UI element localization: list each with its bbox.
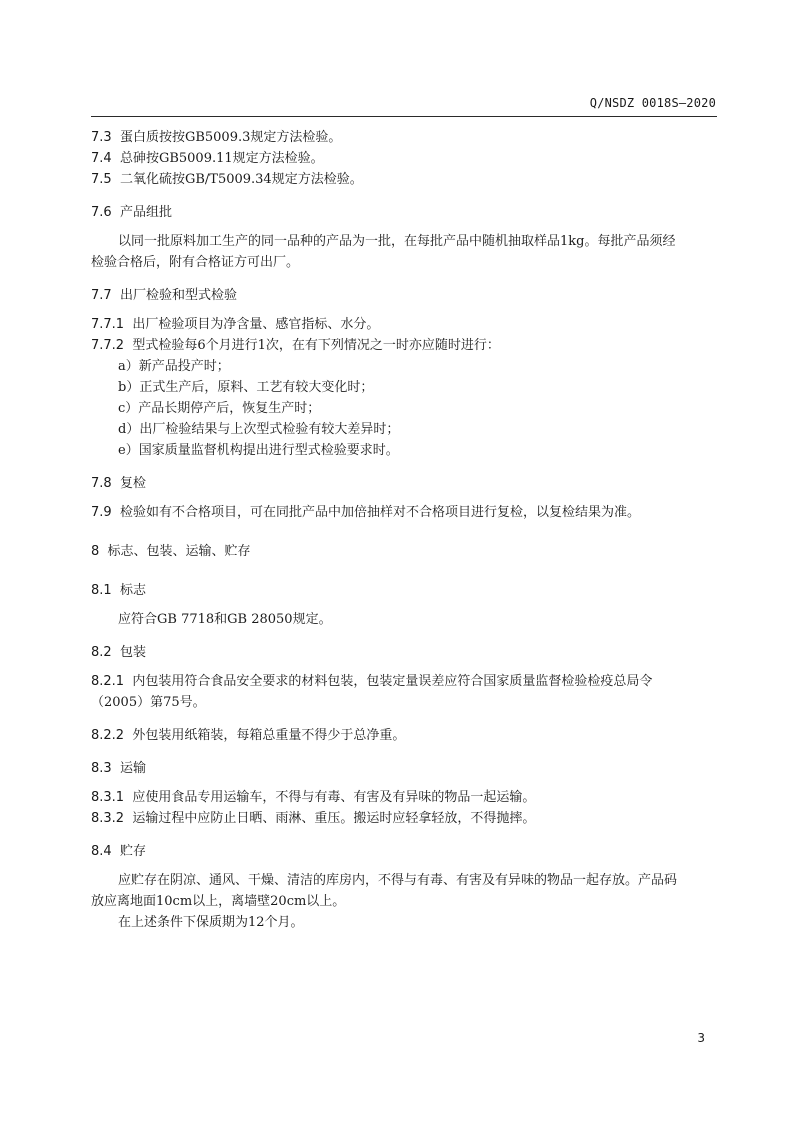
clause-7-4 xyxy=(91,148,717,169)
heading-title: 运输 xyxy=(119,761,146,776)
clause-number: 7.7.2 xyxy=(91,338,125,353)
clause-number: 7.7.1 xyxy=(91,317,125,332)
clause-8-2-1-line2: （2005）第75号。 xyxy=(91,695,206,710)
paragraph-8-4-line1: 应贮存在阴凉、通风、干燥、清洁的库房内，不得与有毒、有害及有异味的物品一起存放。产品码 xyxy=(118,873,678,888)
heading-number: 7.8 xyxy=(91,476,112,491)
heading-title: 产品组批 xyxy=(119,205,172,220)
clause-text: 出厂检验项目为净含量、感官指标、水分。 xyxy=(132,317,380,332)
paragraph-8-1: 应符合GB 7718和GB 28050规定。 xyxy=(118,612,332,627)
heading-number: 8.2 xyxy=(91,645,112,660)
list-item: d）出厂检验结果与上次型式检验有较大差异时； xyxy=(118,422,400,437)
clause-7-7-2 xyxy=(91,335,717,356)
heading-number: 7.6 xyxy=(91,205,112,220)
clause-number: 8.3.1 xyxy=(91,790,125,805)
header-rule xyxy=(91,116,717,117)
clause-8-2-2 xyxy=(91,725,717,746)
clause-7-9 xyxy=(91,502,717,523)
heading-number: 7.7 xyxy=(91,288,112,303)
section-heading-8-2 xyxy=(91,642,717,663)
document-body xyxy=(91,126,717,933)
clause-number: 7.5 xyxy=(91,172,112,187)
clause-number: 7.3 xyxy=(91,130,112,145)
heading-title: 标志 xyxy=(119,583,146,598)
heading-title: 贮存 xyxy=(119,844,146,859)
chapter-heading-8 xyxy=(91,541,717,562)
heading-title: 标志、包装、运输、贮存 xyxy=(107,544,251,559)
clause-7-7-1 xyxy=(91,314,717,335)
heading-title: 复检 xyxy=(119,476,146,491)
clause-7-3 xyxy=(91,127,717,148)
section-heading-7-8 xyxy=(91,473,717,494)
heading-number: 8.1 xyxy=(91,583,112,598)
heading-number: 8.4 xyxy=(91,844,112,859)
paragraph-7-6-line2: 检验合格后，附有合格证方可出厂。 xyxy=(91,255,300,270)
clause-number: 7.9 xyxy=(91,505,112,520)
clause-7-5 xyxy=(91,169,717,190)
clause-8-2-1 xyxy=(91,671,717,692)
clause-text: 总砷按GB5009.11规定方法检验。 xyxy=(119,151,324,166)
clause-8-3-2 xyxy=(91,808,717,829)
clause-text: 检验如有不合格项目，可在同批产品中加倍抽样对不合格项目进行复检，以复检结果为准。 xyxy=(119,505,640,520)
clause-text: 型式检验每6个月进行1次，在有下列情况之一时亦应随时进行： xyxy=(132,338,500,353)
clause-text: 应使用食品专用运输车，不得与有毒、有害及有异味的物品一起运输。 xyxy=(132,790,536,805)
heading-title: 出厂检验和型式检验 xyxy=(119,288,237,303)
clause-8-3-1 xyxy=(91,787,717,808)
document-code: Q/NSDZ 0018S—2020 xyxy=(589,96,716,110)
section-heading-7-7 xyxy=(91,285,717,306)
paragraph-8-4-line2: 放应离地面10cm以上，离墙壁20cm以上。 xyxy=(91,894,346,909)
list-item: b）正式生产后，原料、工艺有较大变化时； xyxy=(118,380,374,395)
section-heading-7-6 xyxy=(91,202,717,223)
clause-text: 内包装用符合食品安全要求的材料包装，包装定量误差应符合国家质量监督检验检疫总局令 xyxy=(132,674,653,689)
section-heading-8-4 xyxy=(91,841,717,862)
section-heading-8-1 xyxy=(91,580,717,601)
heading-number: 8.3 xyxy=(91,761,112,776)
clause-text: 运输过程中应防止日晒、雨淋、重压。搬运时应轻拿轻放，不得抛摔。 xyxy=(132,811,536,826)
paragraph-7-6-line1: 以同一批原料加工生产的同一品种的产品为一批，在每批产品中随机抽取样品1kg。每批产品须经 xyxy=(118,234,676,249)
clause-number: 8.3.2 xyxy=(91,811,125,826)
heading-title: 包装 xyxy=(119,645,146,660)
clause-number: 8.2.1 xyxy=(91,674,125,689)
list-item: c）产品长期停产后，恢复生产时； xyxy=(118,401,321,416)
page-number: 3 xyxy=(697,1031,705,1045)
clause-number: 8.2.2 xyxy=(91,728,125,743)
section-heading-8-3 xyxy=(91,758,717,779)
list-item: e）国家质量监督机构提出进行型式检验要求时。 xyxy=(118,443,399,458)
clause-text: 外包装用纸箱装，每箱总重量不得少于总净重。 xyxy=(132,728,406,743)
paragraph-8-4-shelf-life: 在上述条件下保质期为12个月。 xyxy=(118,915,304,930)
clause-text: 蛋白质按按GB5009.3规定方法检验。 xyxy=(119,130,342,145)
clause-number: 7.4 xyxy=(91,151,112,166)
list-item: a）新产品投产时； xyxy=(118,359,230,374)
heading-number: 8 xyxy=(91,544,100,559)
clause-text: 二氧化硫按GB/T5009.34规定方法检验。 xyxy=(119,172,363,187)
